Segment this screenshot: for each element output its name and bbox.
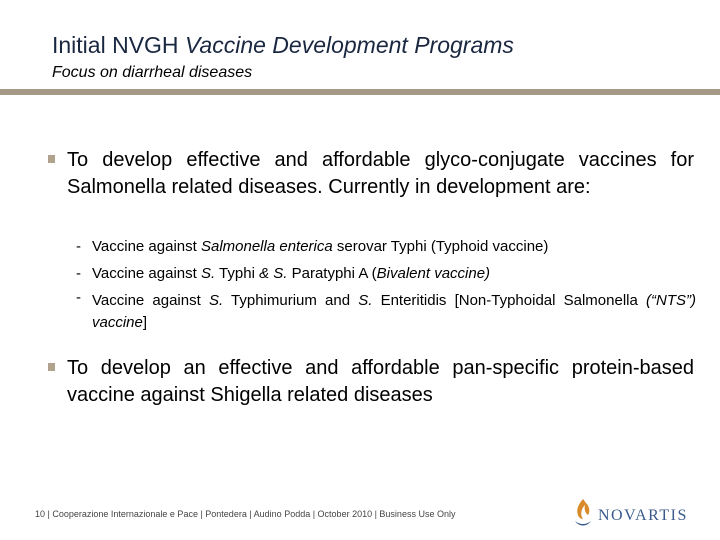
bullet-square-icon	[48, 363, 55, 371]
slide-title	[52, 32, 514, 59]
bullet-text: To develop effective and affordable glyco-conjugate vaccines for Salmonella related diseases. Currently in development are:	[67, 149, 694, 198]
sub-item-nts: - Vaccine against S. Typhimurium and S. Enteritidis [Non-Typhoidal Salmonella (“NTS”) vaccine]	[76, 289, 696, 331]
flame-icon	[572, 497, 594, 529]
title-italic: Vaccine Development Programs	[184, 32, 514, 58]
bullet-text: To develop an effective and affordable pan-specific protein-based vaccine against Shigella related diseases	[67, 357, 694, 406]
sub-bullet-list	[76, 233, 696, 334]
bullet-salmonella	[48, 147, 694, 201]
title-prefix: Initial NVGH	[52, 32, 185, 58]
bullet-square-icon	[48, 155, 55, 163]
slide-subtitle: Focus on diarrheal diseases	[52, 64, 253, 81]
logo-wordmark: NOVARTIS	[598, 507, 688, 524]
sub-item-typhoid: - Vaccine against Salmonella enterica serovar Typhi (Typhoid vaccine)	[76, 238, 549, 255]
bullet-shigella	[48, 355, 694, 409]
footer-text: 10 | Cooperazione Internazionale e Pace | Pontedera | Audino Podda | October 2010 | Business Use Only	[35, 509, 456, 519]
sub-item-bivalent: - Vaccine against S. Typhi & S. Paratyphi A (Bivalent vaccine)	[76, 265, 491, 282]
header-divider	[0, 89, 720, 95]
